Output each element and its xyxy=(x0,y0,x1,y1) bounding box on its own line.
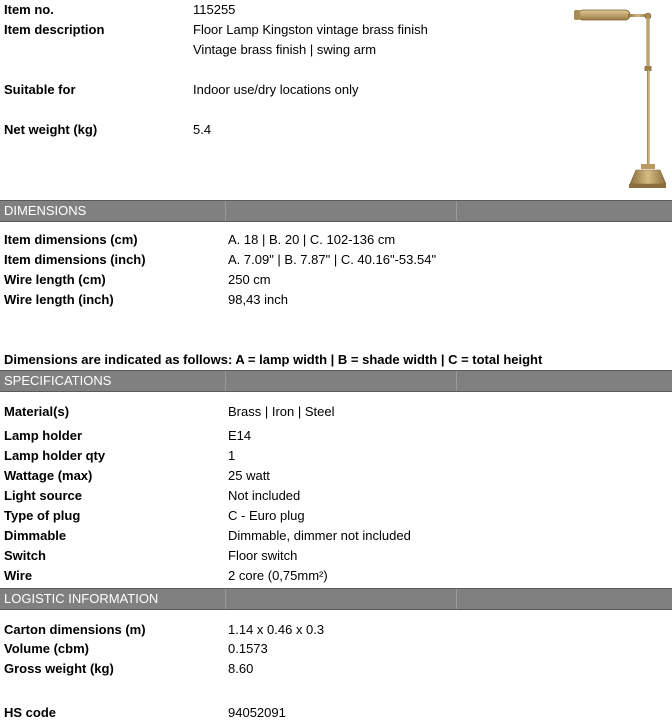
dimensions-row-label: Item dimensions (cm) xyxy=(4,232,138,247)
logistic-section-header xyxy=(0,588,672,610)
dimensions-section-header xyxy=(0,200,672,222)
specifications-section-header xyxy=(0,370,672,392)
dimensions-row-label: Wire length (cm) xyxy=(4,272,106,287)
spec-row-label: Material(s) xyxy=(4,404,70,419)
spec-row-value: Brass | Iron | Steel xyxy=(228,404,335,419)
item-description-line1: Floor Lamp Kingston vintage brass finish xyxy=(193,22,428,37)
spec-row-label: Lamp holder xyxy=(4,428,83,443)
spec-row-value: 25 watt xyxy=(228,468,270,483)
dimensions-row-label: Item dimensions (inch) xyxy=(4,252,146,267)
logistic-row-label: Carton dimensions (m) xyxy=(4,622,146,637)
spec-row-value: C - Euro plug xyxy=(228,508,305,523)
dimensions-row-value: A. 18 | B. 20 | C. 102-136 cm xyxy=(228,232,396,247)
spec-row-value: 2 core (0,75mm²) xyxy=(228,568,328,583)
net-weight-label: Net weight (kg) xyxy=(4,122,98,137)
logistic-row-value: 0.1573 xyxy=(228,641,268,656)
spec-row-label: Dimmable xyxy=(4,528,67,543)
item-description-label: Item description xyxy=(4,22,105,37)
specifications-section-title: SPECIFICATIONS xyxy=(4,373,112,388)
logistic-row-label: Gross weight (kg) xyxy=(4,661,114,676)
item-no-label: Item no. xyxy=(4,2,54,17)
dimensions-row-value: 98,43 inch xyxy=(228,292,288,307)
logistic-section-title: LOGISTIC INFORMATION xyxy=(4,591,159,606)
spec-row-value: 1 xyxy=(228,448,236,463)
spec-row-label: Lamp holder qty xyxy=(4,448,106,463)
spec-row-label: Light source xyxy=(4,488,83,503)
spec-row-value: Floor switch xyxy=(228,548,298,563)
spec-row-value: Dimmable, dimmer not included xyxy=(228,528,411,543)
suitable-for-label: Suitable for xyxy=(4,82,76,97)
spec-row-label: Wattage (max) xyxy=(4,468,93,483)
dimensions-row-value: 250 cm xyxy=(228,272,271,287)
suitable-for-value: Indoor use/dry locations only xyxy=(193,82,359,97)
spec-row-value: Not included xyxy=(228,488,301,503)
net-weight-value: 5.4 xyxy=(193,122,212,137)
dimensions-row-label: Wire length (inch) xyxy=(4,292,114,307)
floor-lamp-product-icon xyxy=(570,4,666,190)
dimensions-section-title: DIMENSIONS xyxy=(4,203,87,218)
item-description-line2: Vintage brass finish | swing arm xyxy=(193,42,377,57)
spec-row-label: Wire xyxy=(4,568,33,583)
hs-code-label: HS code xyxy=(4,705,57,720)
logistic-row-label: Volume (cbm) xyxy=(4,641,89,656)
logistic-row-value: 8.60 xyxy=(228,661,254,676)
hs-code-value: 94052091 xyxy=(228,705,286,720)
spec-row-label: Type of plug xyxy=(4,508,81,523)
dimensions-row-value: A. 7.09" | B. 7.87" | C. 40.16"-53.54" xyxy=(228,252,437,267)
spec-row-value: E14 xyxy=(228,428,252,443)
dimensions-note: Dimensions are indicated as follows: A = lamp width | B = shade width | C = total height xyxy=(4,352,543,367)
item-no-value: 115255 xyxy=(193,2,236,17)
logistic-row-value: 1.14 x 0.46 x 0.3 xyxy=(228,622,325,637)
spec-row-label: Switch xyxy=(4,548,46,563)
